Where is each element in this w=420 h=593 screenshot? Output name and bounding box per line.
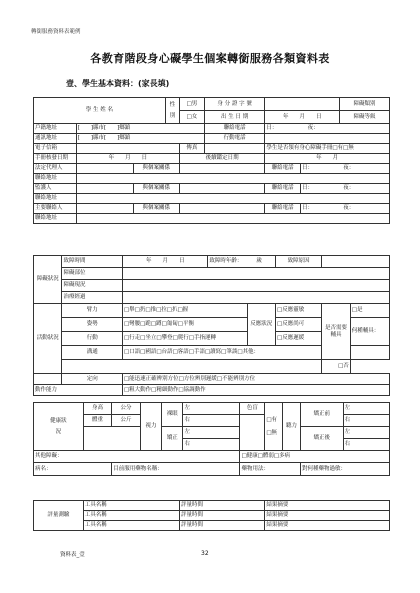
legal-rep-field[interactable] (76, 164, 133, 174)
guardian-field[interactable] (76, 184, 133, 194)
other-disability-field[interactable]: 其他障礙： (34, 451, 240, 463)
hearing-label: 聽力 (283, 403, 301, 451)
treatment-field[interactable] (122, 292, 389, 304)
vision-naked-right[interactable]: 右 (183, 415, 240, 427)
vision-corrected-left[interactable]: 左 (183, 427, 240, 439)
aid-kind-blank[interactable] (350, 346, 389, 360)
assessment-table (33, 500, 390, 531)
aid-question-label: 是否需要輔具 (322, 304, 350, 360)
reassess-date-field[interactable]: 年 月 (265, 154, 390, 164)
section-subtitle: 壹、學生基本資料：(家長填) (66, 79, 170, 88)
fax-label: 傳真 (179, 144, 204, 154)
tool-name-3[interactable]: 工具名稱 (83, 521, 179, 531)
fax-field[interactable] (204, 144, 265, 154)
cause-label: 致障原因 (276, 256, 322, 268)
vision-corrected-right[interactable]: 右 (183, 439, 240, 451)
primary-contact-field[interactable] (76, 204, 133, 214)
legal-rep-address-field[interactable] (76, 174, 389, 184)
tool-name-1[interactable]: 工具名稱 (83, 501, 179, 511)
drug-allergy-field[interactable]: 對何種藥物過敏： (300, 463, 389, 476)
corrected-eye-label: 矯正 (162, 427, 183, 451)
contact-phone-label: 聯絡電話 (204, 124, 265, 134)
birth-date-field[interactable]: 年 月 日 (265, 111, 340, 124)
page-number: 32 (201, 550, 209, 557)
health-blank (83, 427, 140, 451)
health-table (33, 402, 390, 476)
assessment-section-label: 評量測驗 (34, 501, 84, 531)
disability-status-label: 障礙現況 (62, 280, 123, 292)
reaction-option-slow[interactable]: □反應遲緩 (276, 332, 322, 346)
assess-time-1[interactable]: 評量時間 (179, 501, 264, 511)
onset-time-label: 致障時間 (62, 256, 123, 268)
basic-info-table (33, 97, 390, 224)
footer-form-code: 資料表_壹 (60, 552, 85, 558)
cause-field[interactable] (322, 256, 390, 268)
email-label: 電子信箱 (34, 144, 77, 154)
disability-level-label: 障礙等級 (340, 111, 390, 124)
gender-female-checkbox[interactable]: □女 (179, 111, 204, 124)
hearing-after-left[interactable]: 左 (343, 427, 389, 439)
guardian-address-field[interactable] (76, 194, 389, 204)
legal-rep-label: 法定代理人 (34, 164, 77, 174)
disability-status-field[interactable] (122, 280, 389, 292)
legal-rep-phone-label: 聯絡電話 (265, 164, 301, 174)
legal-rep-relation-label: 與個案關係 (133, 164, 179, 174)
movement-label: 行動 (62, 332, 123, 346)
movement-options[interactable]: □行走□坐立□攀登□爬行□手指運轉 (122, 332, 247, 346)
mobile-phone-field[interactable] (265, 134, 390, 144)
health-section-label: 健康狀況 (34, 403, 84, 451)
disability-part-field[interactable] (122, 268, 389, 280)
posture-options[interactable]: □彎腰□跪□蹲□匍匐□平衡 (122, 318, 247, 332)
id-number-label: 身 分 證 字 號 (204, 98, 265, 111)
aid-kind-field[interactable]: 何種輔具： (350, 318, 389, 346)
aid-no-checkbox[interactable]: □否 (322, 360, 350, 374)
assess-time-2[interactable]: 評量時間 (179, 511, 264, 521)
birth-date-label: 出 生 日 期 (204, 111, 265, 124)
contact-phone-field[interactable]: 日： 夜： (265, 124, 390, 134)
primary-contact-phone-field[interactable]: 日： 夜： (300, 204, 389, 214)
tool-name-2[interactable]: 工具名稱 (83, 511, 179, 521)
naked-eye-label: 裸眼 (162, 403, 183, 427)
household-address-field[interactable]: [ ]縣市[ ]鄉鎮 (76, 124, 204, 134)
height-unit: 公分 (112, 403, 140, 415)
communication-options[interactable]: □口語□國語□台語□客語□手語□讀寫□筆談□其他： (122, 346, 321, 360)
reaction-option-fast[interactable]: □反應靈敏 (276, 304, 322, 318)
disability-activity-table (33, 255, 390, 396)
handbook-date-field[interactable]: 年 月 日 (76, 154, 179, 164)
hearing-after-right[interactable]: 右 (343, 439, 389, 451)
drug-usage-field[interactable]: 藥物用法： (240, 463, 301, 476)
treatment-label: 治療經過 (62, 292, 123, 304)
legal-rep-relation-field[interactable] (179, 164, 264, 174)
result-summary-3[interactable]: 結果摘要 (265, 521, 390, 531)
primary-contact-relation-field[interactable] (179, 204, 264, 214)
legal-rep-phone-field[interactable]: 日： 夜： (300, 164, 389, 174)
reaction-option-ok[interactable]: □反應尚可 (276, 318, 322, 332)
gender-label: 性 別 (165, 98, 179, 124)
guardian-label: 監護人 (34, 184, 77, 194)
weight-unit: 公斤 (112, 415, 140, 427)
primary-contact-phone-label: 聯絡電話 (265, 204, 301, 214)
top-note: 轉銜服務資料表範例 (31, 29, 81, 35)
mobile-phone-label: 行動電話 (204, 134, 265, 144)
handbook-question[interactable]: 學生是否領有身心障礙手冊□有□無 (265, 144, 390, 154)
email-field[interactable] (76, 144, 179, 154)
guardian-relation-field[interactable] (179, 184, 264, 194)
mailing-address-label: 通訊地址 (34, 134, 77, 144)
hearing-after-label: 矯正後 (300, 427, 343, 451)
hearing-before-left[interactable]: 左 (343, 403, 389, 415)
assess-time-3[interactable]: 評量時間 (179, 521, 264, 531)
disability-section-label: 障礙狀況 (34, 256, 62, 304)
reassess-date-label: 後續鑑定日期 (179, 154, 264, 164)
guardian-address-label: 聯絡地址 (34, 194, 77, 204)
communication-other-field[interactable] (62, 360, 322, 374)
guardian-relation-label: 與個案關係 (133, 184, 179, 194)
aid-yes-checkbox[interactable]: □是 (350, 304, 389, 318)
result-summary-1[interactable]: 結果摘要 (265, 501, 390, 511)
weight-label: 體重 (83, 415, 111, 427)
activity-blank-1 (34, 374, 62, 385)
height-label: 身高 (83, 403, 111, 415)
handbook-date-label: 手冊核發日期 (34, 154, 77, 164)
health-options[interactable]: □健康□體弱□多病 (240, 451, 390, 463)
color-blind-label: 色盲 (240, 403, 265, 415)
hearing-before-label: 矯正前 (300, 403, 343, 427)
disease-name-field[interactable]: 病名： (34, 463, 112, 476)
guardian-phone-field[interactable]: 日： 夜： (300, 184, 389, 194)
legal-rep-address-label: 聯絡地址 (34, 174, 77, 184)
arm-strength-options[interactable]: □舉□扔□推□拉□扒□握 (122, 304, 247, 318)
student-name-label: 學 生 姓 名 (34, 98, 166, 124)
primary-contact-relation-label: 與個案關係 (133, 204, 179, 214)
reaction-label: 反應狀況 (247, 304, 275, 346)
activity-section-label: 活動狀況 (34, 304, 62, 374)
result-summary-2[interactable]: 結果摘要 (265, 511, 390, 521)
mailing-address-field[interactable]: [ ]縣市[ ]鄉鎮 (76, 134, 204, 144)
vision-naked-left[interactable]: 左 (183, 403, 240, 415)
primary-contact-address-field[interactable] (76, 214, 389, 224)
orientation-label: 定向 (62, 374, 123, 385)
orientation-options[interactable]: □能迅速正確辨別方位□方位辨別遲緩□不能辨別方位 (122, 374, 389, 385)
guardian-phone-label: 聯絡電話 (265, 184, 301, 194)
primary-contact-label: 主要聯絡人 (34, 204, 77, 214)
current-drug-field[interactable]: 目前服用藥物名稱： (112, 463, 240, 476)
disability-type-label: 障礙類別 (340, 98, 390, 111)
gender-male-checkbox[interactable]: □男 (179, 98, 204, 111)
color-blind-blank (240, 415, 265, 451)
disability-part-label: 障礙部位 (62, 268, 123, 280)
posture-label: 姿勢 (62, 318, 123, 332)
vision-label: 視力 (140, 403, 161, 451)
color-blind-options[interactable]: □有 □無 (265, 403, 283, 451)
arm-strength-label: 臂力 (62, 304, 123, 318)
household-address-label: 戶籍地址 (34, 124, 77, 134)
id-number-field[interactable] (265, 98, 340, 111)
hearing-before-right[interactable]: 右 (343, 415, 389, 427)
onset-time-field[interactable]: 年 月 日 (122, 256, 207, 268)
motor-ability-label: 動作能力 (34, 385, 123, 396)
motor-ability-options[interactable]: □粗大動作□精細動作□協調動作 (122, 385, 389, 396)
primary-contact-address-label: 聯絡地址 (34, 214, 77, 224)
communication-label: 溝通 (62, 346, 123, 360)
onset-age-label: 致障時年齡： 歲 (208, 256, 276, 268)
page-title: 各教育階段身心礙學生個案轉銜服務各類資料表 (90, 52, 330, 65)
